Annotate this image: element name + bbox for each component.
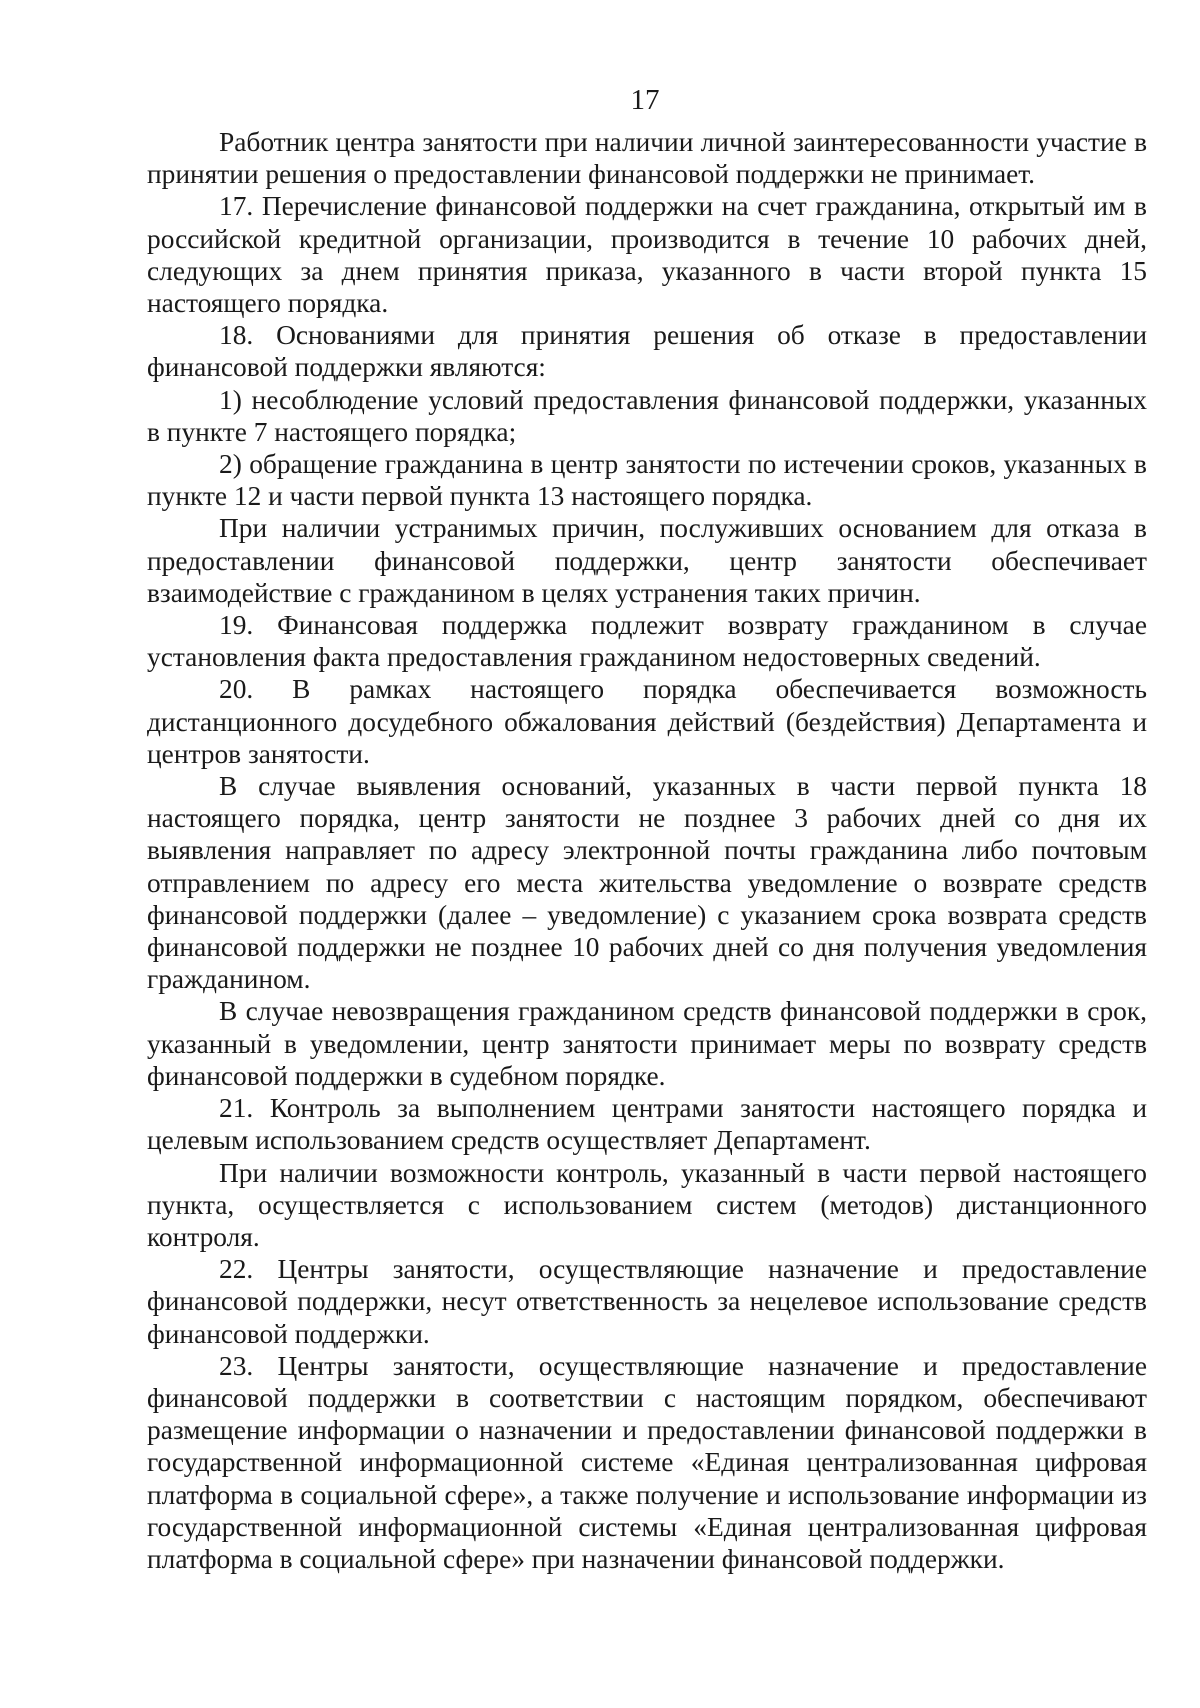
paragraph-conflict-of-interest: Работник центра занятости при наличии личной заинтересованности участие в принятии решения о предоставлении финансовой поддержки не принимает. xyxy=(147,127,1147,190)
paragraph-20-notification: В случае выявления оснований, указанных в части первой пункта 18 настоящего порядка, центр занятости не позднее 3 рабочих дней со дня их выявления направляет по адресу электронной почты гражданина либо почтовым отправлением по адресу его места жительства уведомление о возврате средств финансовой поддержки (далее – уведомление) с указанием срока возврата средств финансовой поддержки не позднее 10 рабочих дней со дня получения уведомления гражданином. xyxy=(147,771,1147,995)
paragraph-22-responsibility: 22. Центры занятости, осуществляющие назначение и предоставление финансовой поддержки, несут ответственность за нецелевое использование средств финансовой поддержки. xyxy=(147,1254,1147,1349)
paragraph-20-appeal: 20. В рамках настоящего порядка обеспечивается возможность дистанционного досудебного обжалования действий (бездействия) Департамента и центров занятости. xyxy=(147,674,1147,769)
paragraph-18-removable-reasons: При наличии устранимых причин, послуживших основанием для отказа в предоставлении финансовой поддержки, центр занятости обеспечивает взаимодействие с гражданином в целях устранения таких причин. xyxy=(147,513,1147,608)
page-number: 17 xyxy=(630,84,660,116)
paragraph-18-item-1: 1) несоблюдение условий предоставления финансовой поддержки, указанных в пункте 7 настоящего порядка; xyxy=(147,384,1147,447)
paragraph-19-refund: 19. Финансовая поддержка подлежит возврату гражданином в случае установления факта предоставления гражданином недостоверных сведений. xyxy=(147,610,1147,673)
paragraph-18-refusal-grounds: 18. Основаниями для принятия решения об отказе в предоставлении финансовой поддержки являются: xyxy=(147,320,1147,383)
paragraph-21-control: 21. Контроль за выполнением центрами занятости настоящего порядка и целевым использованием средств осуществляет Департамент. xyxy=(147,1093,1147,1156)
paragraph-23-information-system: 23. Центры занятости, осуществляющие назначение и предоставление финансовой поддержки в соответствии с настоящим порядком, обеспечивают размещение информации о назначении и предоставлении финансовой поддержки в государственной информационной системе «Единая централизованная цифровая платформа в социальной сфере», а также получение и использование информации из государственной информационной системы «Единая централизованная цифровая платформа в социальной сфере» при назначении финансовой поддержки. xyxy=(147,1350,1147,1574)
paragraph-21-remote-control: При наличии возможности контроль, указанный в части первой настоящего пункта, осуществляется с использованием систем (методов) дистанционного контроля. xyxy=(147,1157,1147,1252)
paragraph-17-transfer: 17. Перечисление финансовой поддержки на счет гражданина, открытый им в российской кредитной организации, производится в течение 10 рабочих дней, следующих за днем принятия приказа, указанного в части второй пункта 15 настоящего порядка. xyxy=(147,191,1147,319)
paragraph-18-item-2: 2) обращение гражданина в центр занятости по истечении сроков, указанных в пункте 12 и части первой пункта 13 настоящего порядка. xyxy=(147,449,1147,512)
paragraph-20-court: В случае невозвращения гражданином средств финансовой поддержки в срок, указанный в уведомлении, центр занятости принимает меры по возврату средств финансовой поддержки в судебном порядке. xyxy=(147,996,1147,1091)
document-body xyxy=(147,126,1147,1575)
